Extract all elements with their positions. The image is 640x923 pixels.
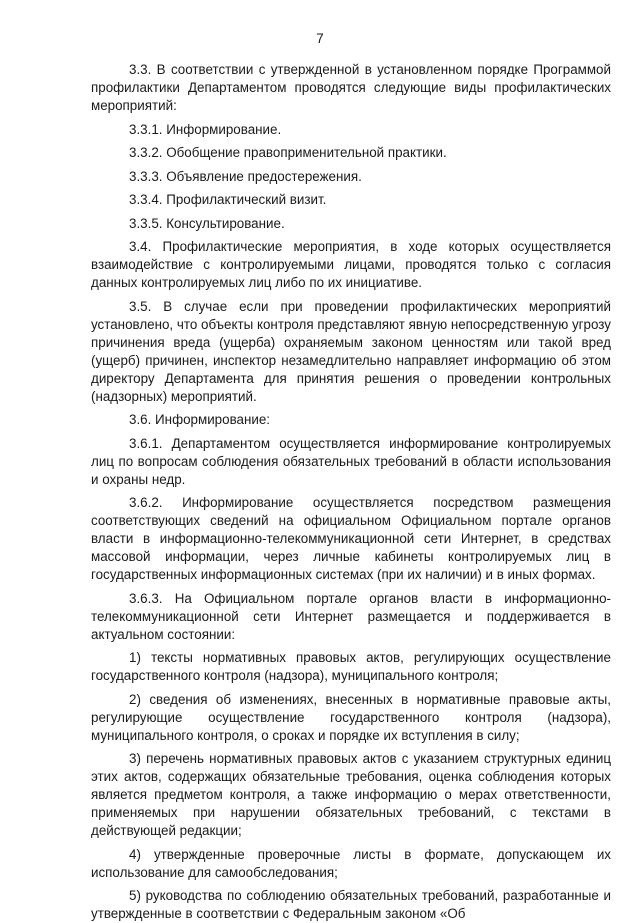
paragraph-3-3: 3.3. В соответствии с утвержденной в установленном порядке Программой профилактики Департаментом проводятся следующие виды профилактических мероприятий: <box>91 62 611 113</box>
paragraph-3-5: 3.5. В случае если при проведении профилактических мероприятий установлено, что объекты контроля представляют явную непосредственную угрозу причинения вреда (ущерба) охраняемым законом ценностям или такой вред (ущерб) причинен, инспектор незамедлительно направляет информацию об этом директору Департамента для принятия решения о проведении контрольных (надзорных) мероприятий. <box>91 298 611 404</box>
paragraph-3-3-5: 3.3.5. Консультирование. <box>129 215 285 231</box>
paragraph-3-6-2: 3.6.2. Информирование осуществляется посредством размещения соответствующих сведений на официальном Официальном портале органов власти в информационно-телекоммуникационной сети Интернет, в средствах массовой информации, через личные кабинеты контролируемых лиц в государственных информационных системах (при их наличии) и в иных формах. <box>91 495 611 582</box>
paragraph-3-6: 3.6. Информирование: <box>129 412 271 427</box>
page-number: 7 <box>316 31 324 46</box>
paragraph-3-3-3: 3.3.3. Объявление предостережения. <box>129 168 362 184</box>
list-item-1: 1) тексты нормативных правовых актов, регулирующих осуществление государственного контроля (надзора), муниципального контроля; <box>91 650 611 683</box>
list-item-3: 3) перечень нормативных правовых актов с указанием структурных единиц этих актов, содержащих обязательные требования, оценка соблюдения которых является предметом контроля, а также информацию о мерах ответственности, применяемых при нарушении обязательных требований, с текстами в действующей редакции; <box>91 751 611 838</box>
paragraph-3-4: 3.4. Профилактические мероприятия, в ходе которых осуществляется взаимодействие с контролируемыми лицами, проводятся только с согласия данных контролируемых лиц либо по их инициативе. <box>91 239 611 290</box>
paragraph-3-3-2: 3.3.2. Обобщение правоприменительной практики. <box>129 145 447 160</box>
list-item-4: 4) утвержденные проверочные листы в формате, допускающем их использование для самообследования; <box>91 846 611 880</box>
paragraph-3-3-1: 3.3.1. Информирование. <box>129 121 282 137</box>
list-item-5: 5) руководства по соблюдению обязательных требований, разработанные и утвержденные в соответствии с Федеральным законом «Об <box>91 888 611 921</box>
list-item-2: 2) сведения об изменениях, внесенных в нормативные правовые акты, регулирующие осуществление государственного контроля (надзора), муниципального контроля, о сроках и порядке их вступления в силу; <box>91 691 611 743</box>
paragraph-3-6-1: 3.6.1. Департаментом осуществляется информирование контролируемых лиц по вопросам соблюдения обязательных требований в области использования и охраны недр. <box>91 435 611 487</box>
document-body <box>91 61 611 923</box>
paragraph-3-6-3: 3.6.3. На Официальном портале органов власти в информационно-телекоммуникационной сети Интернет размещается и поддерживается в актуальном состоянии: <box>91 590 611 642</box>
paragraph-3-3-4: 3.3.4. Профилактический визит. <box>129 192 327 207</box>
